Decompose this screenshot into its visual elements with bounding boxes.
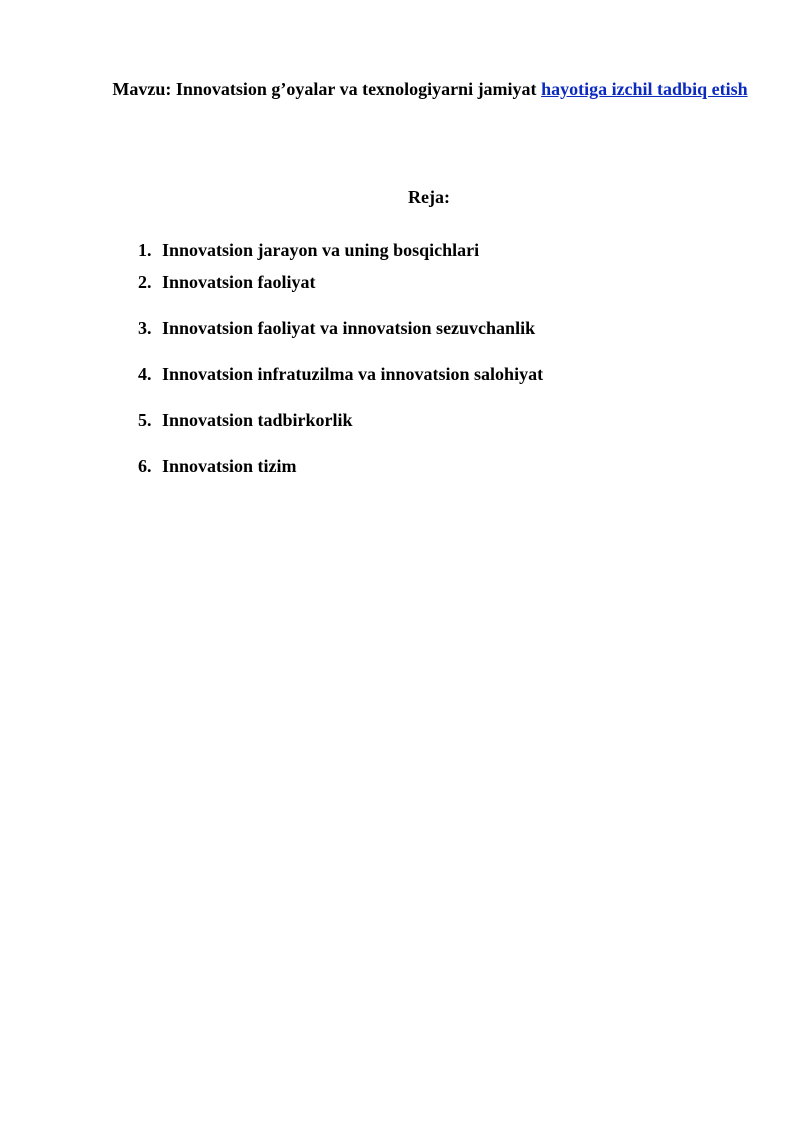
plan-item — [138, 455, 297, 477]
plan-item-number: 4. — [138, 364, 152, 384]
plan-item — [138, 363, 543, 385]
plan-item-text: Innovatsion infratuzilma va innovatsion salohiyat — [162, 364, 544, 384]
plan-item-text: Innovatsion tizim — [162, 456, 297, 476]
plan-item — [138, 271, 316, 293]
plan-heading: Reja: — [408, 187, 450, 207]
plan-item-text: Innovatsion jarayon va uning bosqichlari — [162, 240, 480, 260]
plan-item-number: 2. — [138, 272, 152, 292]
plan-item-number: 6. — [138, 456, 152, 476]
plan-item — [138, 317, 535, 339]
title-link[interactable]: hayotiga izchil tadbiq etish — [541, 79, 748, 99]
plan-item — [138, 409, 353, 431]
plan-item-number: 3. — [138, 318, 152, 338]
plan-item-number: 5. — [138, 410, 152, 430]
plan-item-number: 1. — [138, 240, 152, 260]
plan-item — [138, 239, 479, 261]
plan-item-text: Innovatsion tadbirkorlik — [162, 410, 353, 430]
title-prefix: Mavzu: Innovatsion g’oyalar va texnologiyarni jamiyat — [112, 79, 542, 99]
plan-item-text: Innovatsion faoliyat — [162, 272, 316, 292]
document-title — [100, 74, 760, 105]
plan-item-text: Innovatsion faoliyat va innovatsion sezuvchanlik — [162, 318, 536, 338]
